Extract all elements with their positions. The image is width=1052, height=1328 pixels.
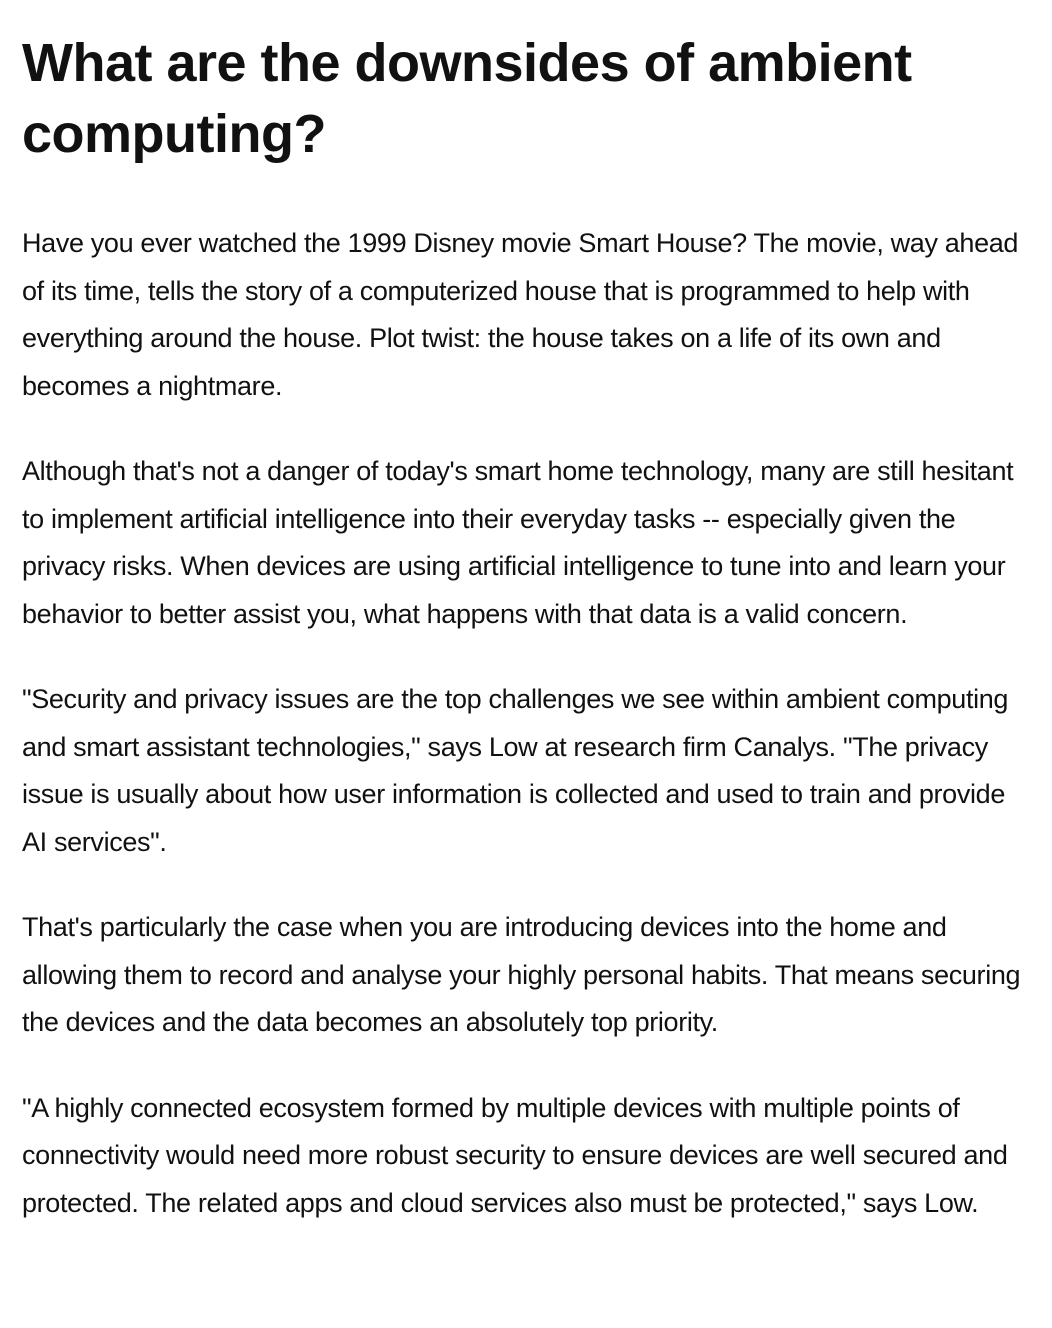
paragraph-connected-ecosystem: "A highly connected ecosystem formed by multiple devices with multiple points of connectivity would need more robust security to ensure devices are well secured and protected. The related apps and cloud services also must be protected," says Low.: [22, 1092, 1008, 1218]
paragraph-security-priority: That's particularly the case when you are introducing devices into the home and allowing them to record and analyse your highly personal habits. That means securing the devices and the data becomes an absolutely top priority.: [22, 912, 1021, 1037]
paragraph-privacy-risks: Although that's not a danger of today's smart home technology, many are still hesitant to implement artificial intelligence into their everyday tasks -- especially given the privacy risks. When devices are using artificial intelligence to tune into and learn your behavior to better assist you, what happens with that data is a valid concern.: [22, 456, 1014, 629]
paragraph-smart-house: Have you ever watched the 1999 Disney movie Smart House? The movie, way ahead of its time, tells the story of a computerized house that is programmed to help with everything around the house. Plot twist: the house takes on a life of its own and becomes a nightmare.: [22, 228, 1019, 401]
section-heading: What are the downsides of ambient computing?: [22, 33, 912, 164]
paragraph-canalys-quote: "Security and privacy issues are the top challenges we see within ambient computing and smart assistant technologies," says Low at research firm Canalys. "The privacy issue is usually about how user information is collected and used to train and provide AI services".: [22, 684, 1009, 857]
